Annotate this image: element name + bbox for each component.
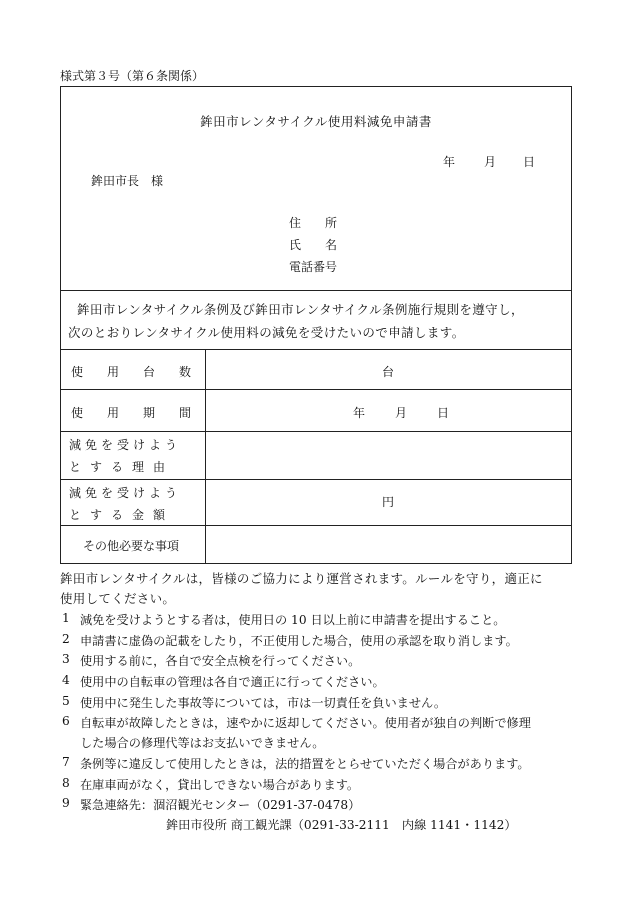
rule-item: 5 使用中に発生した事故等については，市は一切責任を負いません。 xyxy=(62,694,447,710)
row-label-amount-1: 減免を受けよう xyxy=(69,486,182,500)
field-phone-label: 電話番号 xyxy=(289,260,338,274)
notes-intro-1: 鉾田市レンタサイクルは，皆様のご協力により運営されます。ルールを守り，適正に xyxy=(60,571,543,586)
rule-item: 9 緊急連絡先：涸沼観光センター（0291-37-0478） xyxy=(62,796,361,812)
contact-line-2: 鉾田市役所 商工観光課（0291-33-2111 内線 1141・1142） xyxy=(166,818,517,832)
rule-item: 1 減免を受けようとする者は，使用日の 10 日以上前に申請書を提出すること。 xyxy=(62,611,506,627)
row-label-amount-2: とする金額 xyxy=(69,508,175,522)
notes-intro-2: 使用してください。 xyxy=(60,591,176,606)
rule-item: 8 在庫車両がなく，貸出しできない場合があります。 xyxy=(62,776,360,792)
units-unit: 台 xyxy=(381,365,394,379)
application-form xyxy=(60,86,572,564)
row-label-other: その他必要な事項 xyxy=(82,539,179,553)
divider xyxy=(61,290,571,291)
rule-item: 6 自転車が故障したときは，速やかに返却してください。使用者が独自の判断で修理 xyxy=(62,714,531,730)
form-title: 鉾田市レンタサイクル使用料減免申請書 xyxy=(200,114,432,129)
amount-unit: 円 xyxy=(381,495,394,509)
rule-item-continued: した場合の修理代等はお支払いできません。 xyxy=(80,736,325,750)
row-label-reason-1: 減免を受けよう xyxy=(69,438,182,452)
rule-item: 7 条例等に違反して使用したときは，法的措置をとらせていただく場合があります。 xyxy=(62,755,530,771)
row-divider xyxy=(61,431,571,432)
row-divider xyxy=(61,389,571,390)
period-day: 日 xyxy=(437,406,450,420)
field-name-label: 氏 名 xyxy=(289,238,338,252)
row-divider xyxy=(61,525,571,526)
statement-line-1: 鉾田市レンタサイクル条例及び鉾田市レンタサイクル条例施行規則を遵守し， xyxy=(77,302,524,317)
date-month: 月 xyxy=(484,155,497,169)
row-divider xyxy=(61,479,571,480)
divider xyxy=(61,349,571,350)
date-year: 年 xyxy=(443,155,456,169)
row-label-period: 使 用 期 間 xyxy=(70,406,191,420)
form-reference: 様式第３号（第６条関係） xyxy=(60,69,205,83)
addressee: 鉾田市長 様 xyxy=(91,174,164,188)
rule-item: 2 申請書に虚偽の記載をしたり，不正使用した場合，使用の承認を取り消します。 xyxy=(62,632,518,648)
table-column-divider xyxy=(205,349,206,563)
period-year: 年 xyxy=(353,406,366,420)
rule-item: 4 使用中の自転車の管理は各自で適正に行ってください。 xyxy=(62,673,385,689)
period-month: 月 xyxy=(395,406,408,420)
rule-item: 3 使用する前に，各自で安全点検を行ってください。 xyxy=(62,652,361,668)
field-address-label: 住 所 xyxy=(289,216,338,230)
date-day: 日 xyxy=(523,155,536,169)
row-label-reason-2: とする理由 xyxy=(69,460,175,474)
row-label-units: 使 用 台 数 xyxy=(70,365,191,379)
statement-line-2: 次のとおりレンタサイクル使用料の減免を受けたいので申請します。 xyxy=(68,325,465,340)
